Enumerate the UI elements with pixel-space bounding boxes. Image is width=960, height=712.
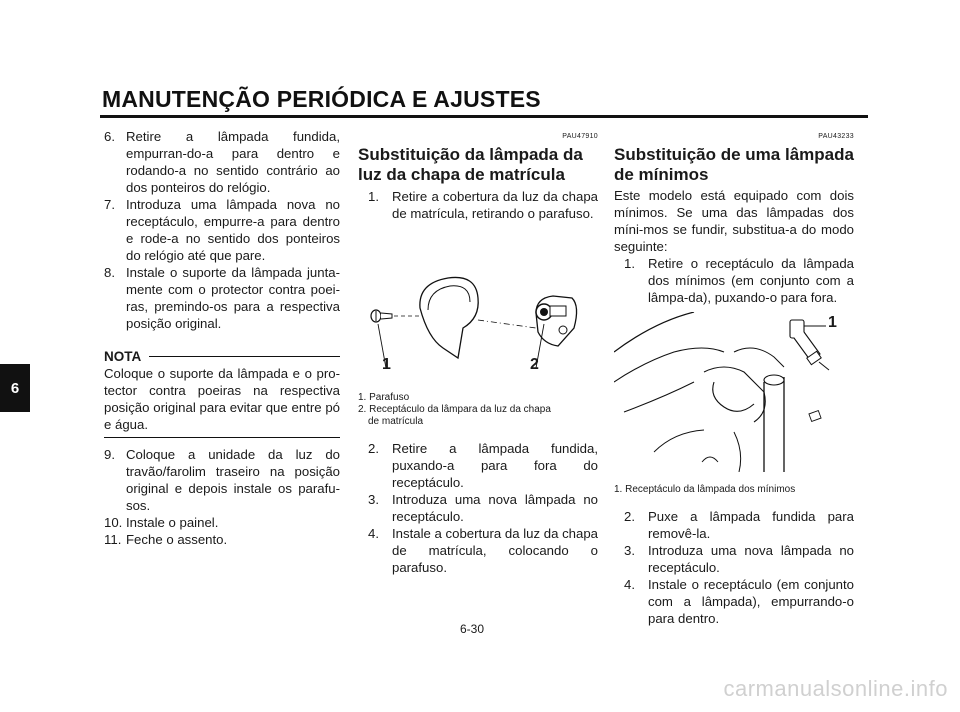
step-11 (104, 531, 340, 548)
step-text: Introduza uma nova lâmpada no receptáculo. (392, 492, 598, 524)
step-number: 1. (624, 256, 635, 271)
step-number: 4. (368, 526, 379, 541)
figure-label-2: 2 (530, 356, 539, 373)
step-text: Introduza uma lâmpada nova no receptáculo, empurre-a para dentro e rode-a no sentido dos ponteiros do relógio até que pare. (126, 197, 340, 263)
step-4 (614, 576, 854, 627)
step-7 (104, 196, 340, 264)
page-number: 6-30 (460, 622, 485, 636)
step-number: 3. (624, 543, 635, 558)
step-text: Instale o suporte da lâmpada junta-mente com o protector contra poei-ras, premindo-os para a respectiva posição original. (126, 265, 340, 331)
step-text: Retire a lâmpada fundida, empurran-do-a para dentro e rodando-a no sentido contrário ao dos ponteiros do relógio. (126, 129, 340, 195)
step-number: 7. (104, 197, 115, 212)
section-title: Substituição de uma lâmpada de mínimos (614, 145, 854, 184)
step-number: 3. (368, 492, 379, 507)
note-text: Coloque o suporte da lâmpada e o pro-tector contra poeiras na respectiva posição original para evitar que entre pó e água. (104, 366, 340, 432)
step-text: Feche o assento. (126, 532, 228, 547)
license-light-diagram (358, 228, 598, 378)
position-light-figure (614, 312, 854, 472)
intro-text: Este modelo está equipado com dois mínimos. Se uma das lâmpadas dos míni-mos se fundir, substitua-a do modo seguinte: (614, 188, 854, 254)
step-3 (358, 491, 598, 525)
step-9 (104, 446, 340, 514)
step-text: Introduza uma nova lâmpada no receptáculo. (648, 543, 854, 575)
step-number: 1. (368, 189, 379, 204)
step-text: Instale o receptáculo (em conjunto com a lâmpada), empurrando-o para dentro. (648, 577, 854, 626)
watermark: carmanualsonline.info (723, 676, 948, 701)
figure-label-1: 1 (828, 314, 837, 331)
step-1 (358, 188, 598, 222)
step-text: Retire a cobertura da luz da chapa de matrícula, retirando o parafuso. (392, 189, 598, 221)
step-number: 9. (104, 447, 115, 462)
position-light-diagram (614, 312, 854, 472)
step-2 (358, 440, 598, 491)
step-8 (104, 264, 340, 332)
figure-caption (358, 392, 598, 428)
figure-label-1: 1 (382, 356, 391, 373)
step-2 (614, 508, 854, 542)
step-number: 2. (368, 441, 379, 456)
step-10 (104, 514, 340, 531)
figure-caption: 1. Receptáculo da lâmpada dos mínimos (614, 484, 796, 495)
caption-line: 2. Receptáculo da lâmpara da luz da chapa (358, 404, 551, 415)
step-number: 11. (104, 532, 122, 547)
note-heading (104, 348, 340, 365)
section-code: PAU43233 (818, 133, 854, 140)
step-number: 8. (104, 265, 115, 280)
step-text: Instale o painel. (126, 515, 219, 530)
caption-line: de matrícula (368, 416, 424, 427)
step-6 (104, 128, 340, 196)
step-number: 2. (624, 509, 635, 524)
step-1 (614, 255, 854, 306)
step-text: Retire o receptáculo da lâmpada dos mínimos (em conjunto com a lâmpa-da), puxando-o para fora. (648, 256, 854, 305)
note-rule (149, 356, 340, 357)
chapter-tab: 6 (0, 364, 30, 412)
left-column (104, 128, 340, 548)
middle-column (358, 128, 598, 576)
caption-line: 1. Parafuso (358, 392, 410, 403)
step-number: 6. (104, 129, 115, 144)
step-number: 4. (624, 577, 635, 592)
step-3 (614, 542, 854, 576)
step-number: 10. (104, 515, 123, 530)
step-text: Coloque a unidade da luz do travão/farolim traseiro na posição original e depois instale os parafu-sos. (126, 447, 340, 513)
section-code: PAU47910 (562, 133, 598, 140)
step-text: Retire a lâmpada fundida, puxando-a para fora do receptáculo. (392, 441, 598, 490)
section-title: Substituição da lâmpada da luz da chapa de matrícula (358, 145, 583, 184)
header-rule (100, 115, 868, 118)
license-light-figure (358, 228, 598, 378)
page-title: MANUTENÇÃO PERIÓDICA E AJUSTES (102, 86, 541, 112)
right-column (614, 128, 854, 627)
step-text: Instale a cobertura da luz da chapa de matrícula, colocando o parafuso. (392, 526, 599, 575)
note-label: NOTA (104, 349, 142, 364)
step-4 (358, 525, 598, 576)
step-text: Puxe a lâmpada fundida para removê-la. (648, 509, 854, 541)
